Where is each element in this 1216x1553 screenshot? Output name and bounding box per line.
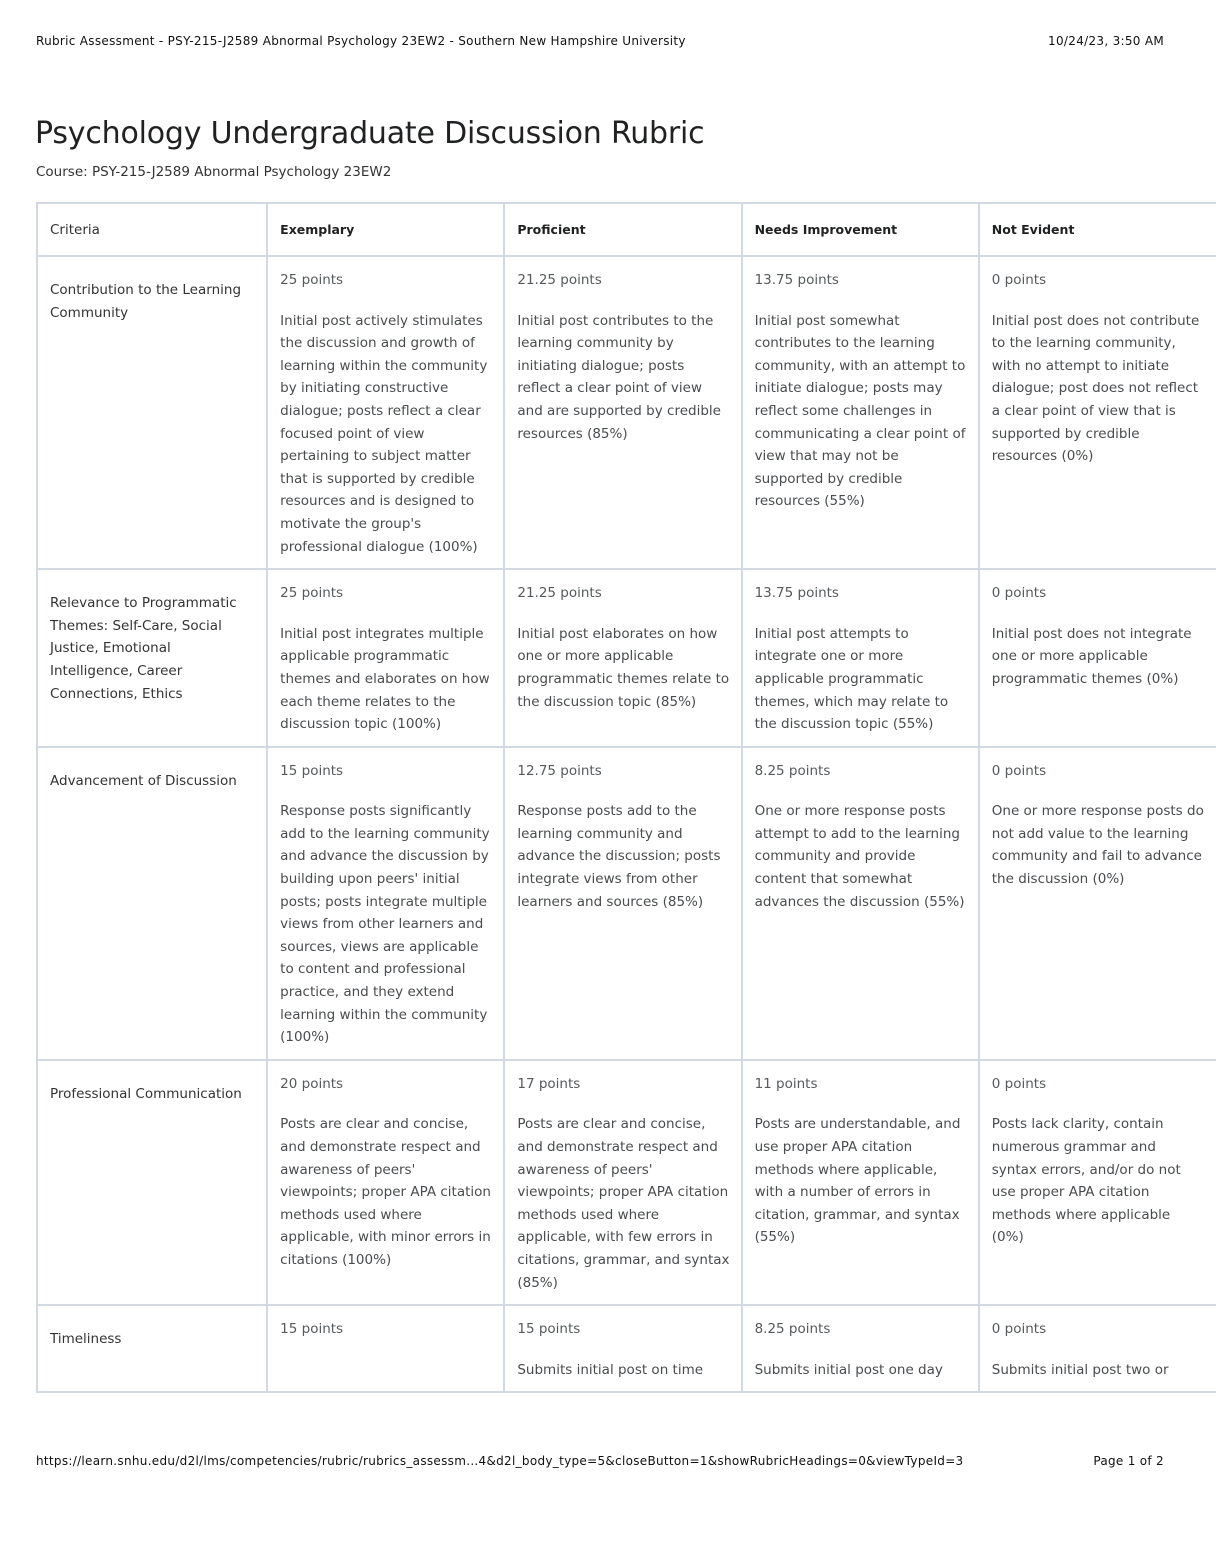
- rubric-table: [36, 202, 1216, 1393]
- page-title: Psychology Undergraduate Discussion Rubric: [35, 116, 705, 151]
- level-cell-not-evident: [979, 1305, 1216, 1392]
- level-description: Posts are clear and concise, and demonstrate respect and awareness of peers' viewpoints; proper APA citation methods used where applicable, with minor errors in citations (100%): [280, 1116, 491, 1268]
- level-description: Initial post does not integrate one or more applicable programmatic themes (0%): [991, 625, 1192, 687]
- level-description: Initial post somewhat contributes to the learning community, with an attempt to initiate dialogue; posts may reflect some challenges in communicating a clear point of view that may not be supported by credible resources (55%): [754, 312, 966, 510]
- level-description: Response posts add to the learning community and advance the discussion; posts integrate views from other learners and sources (85%): [517, 803, 721, 910]
- level-description: Posts lack clarity, contain numerous grammar and syntax errors, and/or do not use proper APA citation methods where applicable (0%): [991, 1116, 1181, 1246]
- level-points: 8.25 points: [754, 1321, 831, 1338]
- level-cell-exemplary: [267, 256, 504, 569]
- level-cell-needs-improvement: [742, 1305, 979, 1392]
- rubric-row-timeliness: [37, 1305, 1216, 1392]
- rubric-header-row: [37, 203, 1216, 256]
- criterion-label: Professional Communication: [37, 1060, 267, 1305]
- level-points: 13.75 points: [754, 272, 839, 288]
- level-cell-needs-improvement: [742, 747, 979, 1060]
- column-header-not-evident: Not Evident: [979, 203, 1216, 256]
- rubric-row-contribution: [37, 256, 1216, 569]
- rubric-row-advancement: [37, 747, 1216, 1060]
- level-cell-needs-improvement: [742, 569, 979, 747]
- column-header-proficient: Proficient: [504, 203, 741, 256]
- level-points: 17 points: [517, 1075, 581, 1092]
- level-points: 8.25 points: [754, 762, 831, 779]
- level-points: 15 points: [280, 1321, 344, 1338]
- level-points: 0 points: [991, 272, 1047, 288]
- column-header-exemplary: Exemplary: [267, 203, 504, 256]
- level-cell-needs-improvement: [742, 1060, 979, 1305]
- level-description: Submits initial post on time: [517, 1361, 704, 1378]
- column-header-needs-improvement: Needs Improvement: [742, 203, 979, 256]
- level-cell-exemplary: [267, 747, 504, 1060]
- rubric-table-container: [36, 202, 1204, 1431]
- level-cell-not-evident: [979, 747, 1216, 1060]
- criterion-label: Relevance to Programmatic Themes: Self-Care, Social Justice, Emotional Intelligence, Career Connections, Ethics: [37, 569, 267, 747]
- level-description: One or more response posts do not add value to the learning community and fail to advance the discussion (0%): [991, 803, 1204, 888]
- level-points: 21.25 points: [517, 585, 602, 602]
- page-number: Page 1 of 2: [1093, 1454, 1164, 1468]
- print-header: [36, 34, 1164, 52]
- level-description: Initial post integrates multiple applicable programmatic themes and elaborates on how each theme relates to the discussion topic (100%): [280, 625, 490, 733]
- level-cell-exemplary: [267, 1305, 504, 1392]
- level-cell-exemplary: [267, 1060, 504, 1305]
- level-points: 0 points: [991, 1075, 1047, 1092]
- level-description: Initial post elaborates on how one or more applicable programmatic themes relate to the discussion topic (85%): [517, 625, 730, 710]
- rubric-row-relevance: [37, 569, 1216, 747]
- level-cell-proficient: [504, 569, 741, 747]
- level-points: 11 points: [754, 1075, 818, 1092]
- level-points: 25 points: [280, 272, 344, 288]
- print-footer: [36, 1454, 1164, 1472]
- level-description: Response posts significantly add to the learning community and advance the discussion by building upon peers' initial posts; posts integrate multiple views from other learners and sources, views are applicable to content and professional practice, and they extend learning within the community (100%): [280, 803, 490, 1046]
- criterion-label: Contribution to the Learning Community: [37, 256, 267, 569]
- level-cell-not-evident: [979, 256, 1216, 569]
- level-cell-proficient: [504, 1060, 741, 1305]
- criterion-label: Timeliness: [37, 1305, 267, 1392]
- rubric-row-professional-communication: [37, 1060, 1216, 1305]
- level-description: Posts are clear and concise, and demonstrate respect and awareness of peers' viewpoints; proper APA citation methods used where applicable, with few errors in citations, grammar, and syntax (85%): [517, 1116, 730, 1291]
- level-cell-exemplary: [267, 569, 504, 747]
- level-points: 12.75 points: [517, 762, 602, 779]
- level-cell-not-evident: [979, 1060, 1216, 1305]
- level-description: Initial post does not contribute to the learning community, with no attempt to initiate dialogue; post does not reflect a clear point of view that is supported by credible resources (0%): [991, 312, 1200, 465]
- level-cell-proficient: [504, 747, 741, 1060]
- level-points: 15 points: [517, 1321, 581, 1338]
- print-header-page-title: Rubric Assessment - PSY-215-J2589 Abnormal Psychology 23EW2 - Southern New Hampshire University: [36, 34, 686, 48]
- level-points: 15 points: [280, 762, 344, 779]
- level-cell-proficient: [504, 1305, 741, 1392]
- print-header-timestamp: 10/24/23, 3:50 AM: [1048, 34, 1164, 48]
- level-description: Initial post contributes to the learning community by initiating dialogue; posts reflect a clear point of view and are supported by credible resources (85%): [517, 312, 721, 442]
- level-description: One or more response posts attempt to add to the learning community and provide content that somewhat advances the discussion (55%): [754, 803, 965, 910]
- level-description: Submits initial post one day: [754, 1361, 943, 1378]
- level-points: 21.25 points: [517, 272, 602, 288]
- level-points: 0 points: [991, 585, 1047, 602]
- level-cell-needs-improvement: [742, 256, 979, 569]
- level-points: 0 points: [991, 1321, 1047, 1338]
- level-cell-not-evident: [979, 569, 1216, 747]
- level-description: Initial post attempts to integrate one or more applicable programmatic themes, which may relate to the discussion topic (55%): [754, 625, 949, 733]
- level-description: Initial post actively stimulates the discussion and growth of learning within the community by initiating constructive dialogue; posts reflect a clear focused point of view pertaining to subject matter that is supported by credible resources and is designed to motivate the group's professional dialogue (100%): [280, 312, 488, 555]
- criterion-label: Advancement of Discussion: [37, 747, 267, 1060]
- level-cell-proficient: [504, 256, 741, 569]
- level-description: Submits initial post two or: [991, 1361, 1169, 1378]
- course-subtitle: Course: PSY-215-J2589 Abnormal Psychology 23EW2: [36, 164, 392, 180]
- column-header-criteria: Criteria: [37, 203, 267, 256]
- level-points: 13.75 points: [754, 585, 839, 602]
- level-description: Posts are understandable, and use proper APA citation methods where applicable, with a number of errors in citation, grammar, and syntax (55%): [754, 1116, 961, 1246]
- level-points: 0 points: [991, 762, 1047, 779]
- print-footer-url: https://learn.snhu.edu/d2l/lms/competencies/rubric/rubrics_assessm...4&d2l_body_type=5&closeButton=1&showRubricHeadings=0&viewTypeId=3: [36, 1454, 964, 1468]
- level-points: 20 points: [280, 1075, 344, 1092]
- level-points: 25 points: [280, 585, 344, 602]
